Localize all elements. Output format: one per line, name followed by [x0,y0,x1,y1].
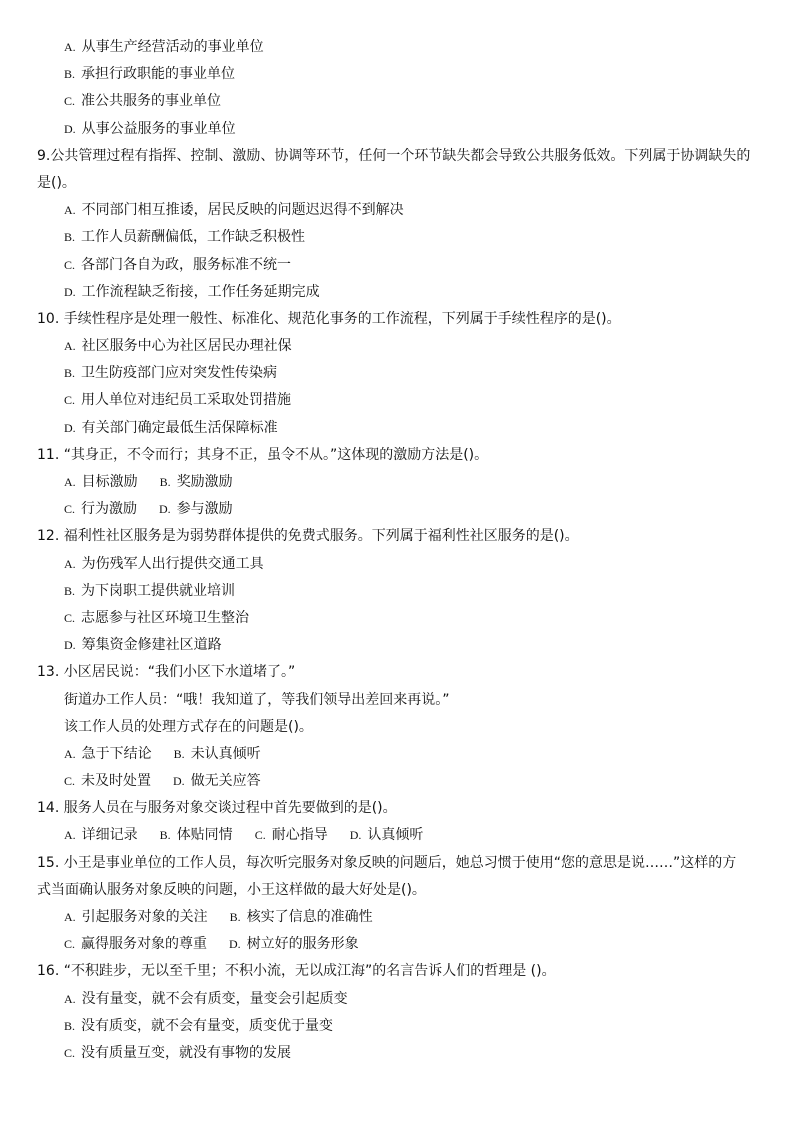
option-text: 各部门各自为政，服务标准不统一 [81,256,292,273]
option-text: 志愿参与社区环境卫生整治 [81,609,250,626]
options-row [0,61,794,88]
option-letter: C. [64,393,76,408]
answer-option [64,605,249,632]
question-text: 9.公共管理过程有指挥、控制、激励、协调等环节，任何一个环节缺失都会导致公共服务低效。下列属于协调缺失的 [37,147,751,164]
option-letter: A. [64,991,76,1006]
answer-option [64,551,264,578]
answer-option [64,61,235,88]
option-text: 筹集资金修建社区道路 [81,637,222,654]
options-row [0,360,794,387]
question-text: 12. 福利性社区服务是为弱势群体提供的免费式服务。下列属于福利性社区服务的是()。 [37,528,579,545]
options-row [0,632,794,659]
option-text: 没有质量互变，就没有事物的发展 [81,1044,292,1061]
option-letter: A. [64,746,76,761]
options-row [0,333,794,360]
question-text: 10. 手续性程序是处理一般性、标准化、规范化事务的工作流程，下列属于手续性程序的是()。 [37,310,621,327]
option-text: 详细记录 [81,827,138,844]
option-letter: B. [64,230,76,245]
options-row [0,551,794,578]
answer-option [64,741,152,768]
answer-option [160,469,233,496]
option-text: 奖励激励 [176,474,233,490]
answer-option [230,904,373,931]
option-text: 用人单位对违纪员工采取处罚措施 [81,392,292,409]
option-letter: B. [64,67,76,82]
answer-option [64,822,138,849]
options-row [0,741,794,768]
answer-option [64,197,404,224]
option-text: 树立好的服务形象 [246,936,359,953]
question-text: 13. 小区居民说：“我们小区下水道堵了。” [37,664,296,681]
option-text: 认真倾听 [367,827,424,844]
answer-option [64,360,277,387]
option-letter: A. [64,203,76,218]
option-text: 没有量变，就不会有质变，量变会引起质变 [81,990,348,1007]
option-letter: D. [159,502,171,517]
option-letter: A. [64,556,76,571]
options-row [0,931,794,958]
answer-option [64,904,208,931]
option-text: 为下岗职工提供就业培训 [81,582,236,599]
answer-option [64,1013,333,1040]
option-letter: D. [64,284,76,299]
option-text: 承担行政职能的事业单位 [81,66,236,83]
answer-option [64,496,137,523]
option-text: 为伤残军人出行提供交通工具 [81,555,264,572]
question-text: 14. 服务人员在与服务对象交谈过程中首先要做到的是()。 [37,800,397,817]
options-row [0,252,794,279]
option-text: 耐心指导 [271,827,328,844]
option-text: 准公共服务的事业单位 [81,93,222,110]
answer-option [229,931,359,958]
option-letter: C. [64,502,76,517]
question-text-continued: 是()。 [37,174,76,191]
options-row [0,469,794,496]
options-row [0,116,794,143]
options-row [0,387,794,414]
answer-option [64,252,291,279]
options-row [0,986,794,1013]
option-text: 行为激励 [81,501,138,518]
option-text: 未及时处置 [81,773,152,790]
option-letter: B. [173,746,185,761]
question-text: 11. “其身正，不令而行；其身不正，虽令不从。”这体现的激励方法是()。 [37,446,489,463]
options-row [0,768,794,795]
option-text: 赢得服务对象的尊重 [81,936,208,953]
option-letter: D. [64,121,76,136]
answer-option [64,116,236,143]
option-text: 工作人员薪酬偏低，工作缺乏积极性 [81,229,306,246]
option-text: 不同部门相互推诿，居民反映的问题迟迟得不到解决 [81,202,404,219]
option-text: 卫生防疫部门应对突发性传染病 [81,365,278,382]
options-row [0,34,794,61]
option-text: 体贴同情 [176,827,233,844]
options-row [0,822,794,849]
option-letter: C. [64,610,76,625]
answer-option [159,496,233,523]
answer-option [64,415,278,442]
option-letter: C. [64,257,76,272]
option-text: 工作流程缺乏衔接，工作任务延期完成 [81,283,320,300]
option-letter: D. [229,937,241,952]
answer-option [64,279,320,306]
answer-option [64,768,151,795]
answer-option [64,333,292,360]
option-text: 核实了信息的准确性 [246,909,373,925]
option-letter: C. [64,937,76,952]
question-text: 16. “不积跬步，无以至千里；不积小流，无以成江海”的名言告诉人们的哲理是 ()。 [37,963,556,980]
exam-document [0,34,794,1067]
option-letter: C. [64,774,76,789]
option-letter: A. [64,40,76,54]
option-letter: C. [64,1045,76,1060]
answer-option [64,986,348,1013]
answer-option [64,469,138,496]
option-letter: B. [159,475,171,489]
options-row [0,578,794,605]
options-row [0,904,794,931]
options-row [0,496,794,523]
answer-option [64,88,221,115]
answer-option [64,387,291,414]
option-letter: D. [173,774,185,789]
option-letter: D. [64,638,76,653]
option-letter: A. [64,828,76,843]
options-row [0,605,794,632]
option-letter: A. [64,339,76,354]
options-row [0,224,794,251]
question-text: 15. 小王是事业单位的工作人员，每次听完服务对象反映的问题后，她总习惯于使用“您的意思是说……”这样的方 [37,854,737,871]
question-text-continued: 式当面确认服务对象反映的问题，小王这样做的最大好处是()。 [37,881,426,898]
option-letter: B. [159,828,171,843]
option-letter: A. [64,910,76,924]
answer-option [174,741,261,768]
option-letter: B. [64,366,76,381]
option-text: 有关部门确定最低生活保障标准 [81,419,278,436]
answer-option [64,34,264,61]
answer-option [64,931,207,958]
answer-option [64,578,235,605]
option-text: 参与激励 [176,501,233,518]
options-row [0,279,794,306]
option-letter: D. [64,420,76,435]
answer-option [64,1040,291,1067]
option-letter: C. [254,828,266,843]
options-row [0,88,794,115]
option-text: 社区服务中心为社区居民办理社保 [81,338,292,355]
option-text: 做无关应答 [190,773,261,790]
option-text: 从事公益服务的事业单位 [81,120,236,137]
option-letter: C. [64,94,76,109]
option-text: 从事生产经营活动的事业单位 [81,39,264,55]
option-text: 急于下结论 [81,745,152,762]
option-letter: B. [64,1018,76,1033]
option-text: 引起服务对象的关注 [81,909,208,925]
options-row [0,1040,794,1067]
answer-option [255,822,328,849]
answer-option [350,822,424,849]
option-text: 没有质变，就不会有量变，质变优于量变 [81,1017,334,1034]
options-row [0,197,794,224]
answer-option [64,632,222,659]
option-letter: A. [64,475,76,489]
answer-option [173,768,261,795]
option-letter: B. [229,910,241,924]
options-row [0,1013,794,1040]
option-letter: B. [64,583,76,598]
answer-option [64,224,305,251]
answer-option [160,822,233,849]
question-dialogue-line: 街道办工作人员：“哦！我知道了，等我们领导出差回来再说。” [64,691,450,708]
options-row [0,415,794,442]
option-text: 未认真倾听 [190,745,261,762]
option-letter: D. [349,828,362,843]
option-text: 目标激励 [81,474,138,490]
question-dialogue-line: 该工作人员的处理方式存在的问题是()。 [64,718,313,735]
